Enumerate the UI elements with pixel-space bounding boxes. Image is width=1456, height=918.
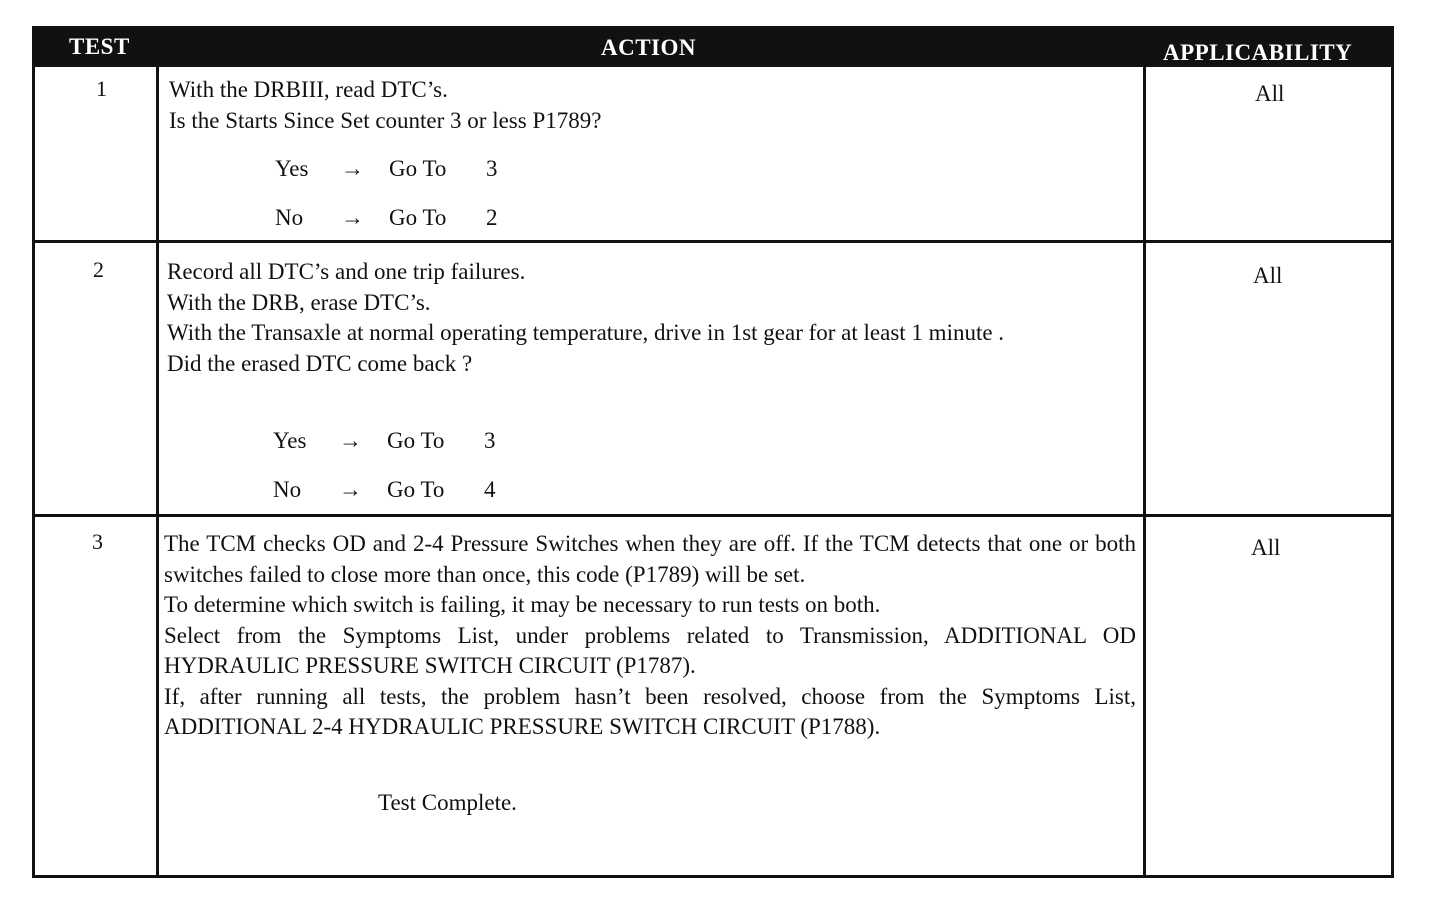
- option-goto: Go To: [389, 156, 447, 181]
- arrow-icon: →: [339, 477, 362, 502]
- row-2-test-number: 2: [93, 257, 104, 282]
- row-1-line-2: Is the Starts Since Set counter 3 or less P1789?: [169, 107, 602, 133]
- row-3-result: Test Complete.: [378, 790, 517, 815]
- row-2-applicability: All: [1253, 263, 1283, 288]
- row-2-line-1: Record all DTC’s and one trip failures.: [167, 259, 526, 284]
- row-3-line-3: Select from the Symptoms List, under problems related to Transmission, ADDITIONAL OD HYDRAULIC PRESSURE SWITCH CIRCUIT (P1787).: [164, 622, 1136, 678]
- row-2-option-no: [273, 477, 496, 503]
- arrow-icon: →: [339, 428, 362, 453]
- row-2-action: [167, 257, 1139, 379]
- option-answer: No: [273, 477, 302, 502]
- option-goto: Go To: [387, 428, 445, 453]
- row-divider-1: [35, 240, 1391, 243]
- row-3-line-2: To determine which switch is failing, it may be necessary to run tests on both.: [164, 592, 881, 617]
- diagnostic-test-table: [32, 26, 1394, 878]
- option-target: 4: [484, 477, 496, 502]
- arrow-icon: →: [341, 205, 364, 230]
- header-test: TEST: [69, 34, 130, 59]
- row-3-action: [164, 529, 1136, 743]
- option-target: 3: [484, 428, 496, 453]
- row-1-applicability: All: [1255, 81, 1285, 106]
- row-2-line-3: With the Transaxle at normal operating temperature, drive in 1st gear for at least 1 minute .: [167, 320, 1005, 345]
- option-goto: Go To: [389, 205, 447, 230]
- row-3-line-4: If, after running all tests, the problem hasn’t been resolved, choose from the Symptoms List, ADDITIONAL 2-4 HYDRAULIC PRESSURE SWITCH CIRCUIT (P1788).: [164, 683, 1136, 739]
- row-divider-2: [35, 514, 1391, 517]
- column-divider-applicability: [1143, 65, 1146, 877]
- row-1-line-1: With the DRBIII, read DTC’s.: [169, 77, 448, 102]
- row-1-option-yes: [275, 156, 498, 182]
- row-2-option-yes: [273, 428, 496, 454]
- row-2-line-2: With the DRB, erase DTC’s.: [167, 289, 431, 315]
- row-1-action: [169, 75, 1135, 136]
- arrow-icon: →: [341, 156, 364, 181]
- row-3-line-1: The TCM checks OD and 2-4 Pressure Switches when they are off. If the TCM detects that one or both switches failed to close more than once, this code (P1789) will be set.: [164, 531, 1136, 587]
- header-applicability: APPLICABILITY: [1163, 40, 1353, 65]
- row-1-test-number: 1: [96, 76, 107, 101]
- option-goto: Go To: [387, 477, 445, 502]
- option-target: 2: [486, 205, 498, 230]
- option-answer: Yes: [273, 428, 307, 453]
- row-2-line-4: Did the erased DTC come back ?: [167, 350, 473, 376]
- column-divider-test: [156, 65, 159, 877]
- option-answer: No: [275, 205, 304, 230]
- table-header: [35, 29, 1391, 67]
- row-1-option-no: [275, 205, 498, 231]
- header-action: ACTION: [601, 35, 697, 60]
- option-target: 3: [486, 156, 498, 181]
- option-answer: Yes: [275, 156, 309, 181]
- row-3-test-number: 3: [92, 529, 103, 554]
- row-3-applicability: All: [1251, 535, 1281, 560]
